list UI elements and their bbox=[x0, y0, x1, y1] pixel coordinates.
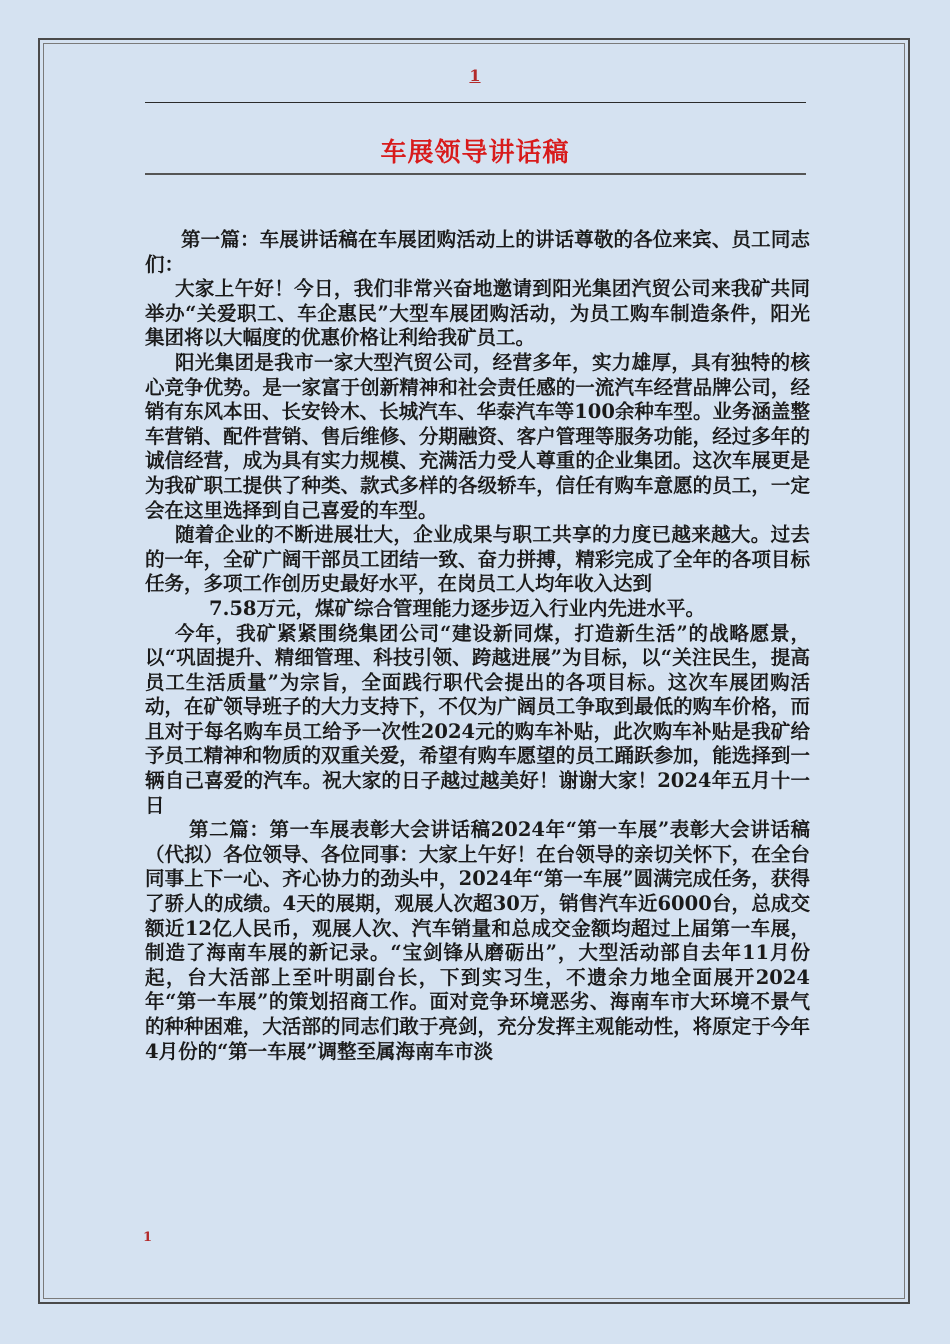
paragraph: 阳光集团是我市一家大型汽贸公司，经营多年，实力雄厚，具有独特的核心竞争优势。是一家富于创新精神和社会责任感的一流汽车经营品牌公司，经销有东风本田、长安铃木、长城汽车、华泰汽车等100余种车型。业务涵盖整车营销、配件营销、售后维修、分期融资、客户管理等服务功能，经过多年的诚信经营，成为具有实力规模、充满活力受人尊重的企业集团。这次车展更是为我矿职工提供了种类、款式多样的各级轿车，信任有购车意愿的员工，一定会在这里选择到自己喜爱的车型。 bbox=[145, 350, 810, 522]
header-page-number: 1 bbox=[469, 66, 481, 85]
title-divider bbox=[145, 173, 806, 175]
document-body bbox=[145, 228, 810, 1064]
footer-page-number: 1 bbox=[143, 1230, 153, 1245]
paragraph: 今年，我矿紧紧围绕集团公司“建设新同煤，打造新生活”的战略愿景，以“巩固提升、精细管理、科技引领、跨越进展”为目标，以“关注民生，提高员工生活质量”为宗旨，全面践行职代会提出的各项目标。这次车展团购活动，在矿领导班子的大力支持下，不仅为广阔员工争取到最低的购车价格，而且对于每名购车员工给予一次性2024元的购车补贴，此次购车补贴是我矿给予员工精神和物质的双重关爱，希望有购车愿望的员工踊跃参加，能选择到一辆自己喜爱的汽车。祝大家的日子越过越美好！谢谢大家！2024年五月十一日 bbox=[145, 621, 810, 817]
paragraph: 7.58万元，煤矿综合管理能力逐步迈入行业内先进水平。 bbox=[209, 596, 705, 620]
paragraph: 随着企业的不断进展壮大，企业成果与职工共享的力度已越来越大。过去的一年，全矿广阔干部员工团结一致、奋力拼搏，精彩完成了全年的各项目标任务，多项工作创历史最好水平，在岗员工人均年收入达到 bbox=[145, 523, 810, 596]
paragraph: 第一篇：车展讲话稿在车展团购活动上的讲话尊敬的各位来宾、员工同志们： bbox=[145, 228, 810, 276]
document-title: 车展领导讲话稿 bbox=[380, 138, 570, 168]
header-divider bbox=[145, 102, 806, 103]
paragraph: 大家上午好！今日，我们非常兴奋地邀请到阳光集团汽贸公司来我矿共同举办“关爱职工、车企惠民”大型车展团购活动，为员工购车制造条件，阳光集团将以大幅度的优惠价格让利给我矿员工。 bbox=[145, 277, 810, 350]
paragraph: 第二篇：第一车展表彰大会讲话稿2024年“第一车展”表彰大会讲话稿（代拟）各位领导、各位同事：大家上午好！在台领导的亲切关怀下，在全台同事上下一心、齐心协力的劲头中，2024年“第一车展”圆满完成任务，获得了骄人的成绩。4天的展期，观展人次超30万，销售汽车近6000台，总成交额近12亿人民币，观展人次、汽车销量和总成交金额均超过上届第一车展，制造了海南车展的新记录。“宝剑锋从磨砺出”，大型活动部自去年11月份起，台大活部上至叶明副台长，下到实习生，不遗余力地全面展开2024年“第一车展”的策划招商工作。面对竞争环境恶劣、海南车市大环境不景气的种种困难，大活部的同志们敢于亮剑，充分发挥主观能动性，将原定于今年4月份的“第一车展”调整至属海南车市淡 bbox=[145, 818, 810, 1063]
